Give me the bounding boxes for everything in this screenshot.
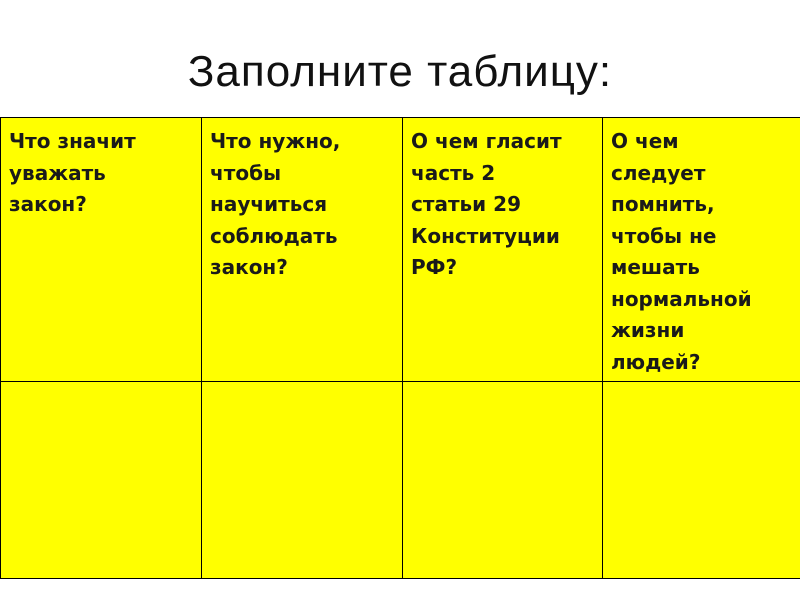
header-text-learn-obey-law: Что нужно, чтобы научиться соблюдать закон?: [210, 129, 341, 279]
header-cell-learn-obey-law: [202, 118, 403, 382]
header-text-respect-law: Что значит уважать закон?: [9, 129, 136, 216]
header-text-constitution-article: О чем гласит часть 2 статьи 29 Конституции РФ?: [411, 129, 562, 279]
answer-cell-2[interactable]: [202, 382, 403, 579]
answer-text-3: [403, 382, 602, 390]
header-cell-constitution-article: [403, 118, 603, 382]
table-header-row: [1, 118, 800, 382]
answer-text-4: [603, 382, 800, 390]
header-text-remember-others: О чем следует помнить, чтобы не мешать нормальной жизни людей?: [611, 129, 752, 374]
header-cell-remember-others: [603, 118, 800, 382]
answer-cell-4[interactable]: [603, 382, 800, 579]
answer-cell-3[interactable]: [403, 382, 603, 579]
answer-text-1: [1, 382, 201, 390]
questions-table: [0, 117, 800, 579]
fill-in-table: [0, 117, 800, 578]
answer-text-2: [202, 382, 402, 390]
header-cell-respect-law: [1, 118, 202, 382]
table-answer-row: [1, 382, 800, 579]
answer-cell-1[interactable]: [1, 382, 202, 579]
slide-title: Заполните таблицу:: [187, 47, 613, 96]
